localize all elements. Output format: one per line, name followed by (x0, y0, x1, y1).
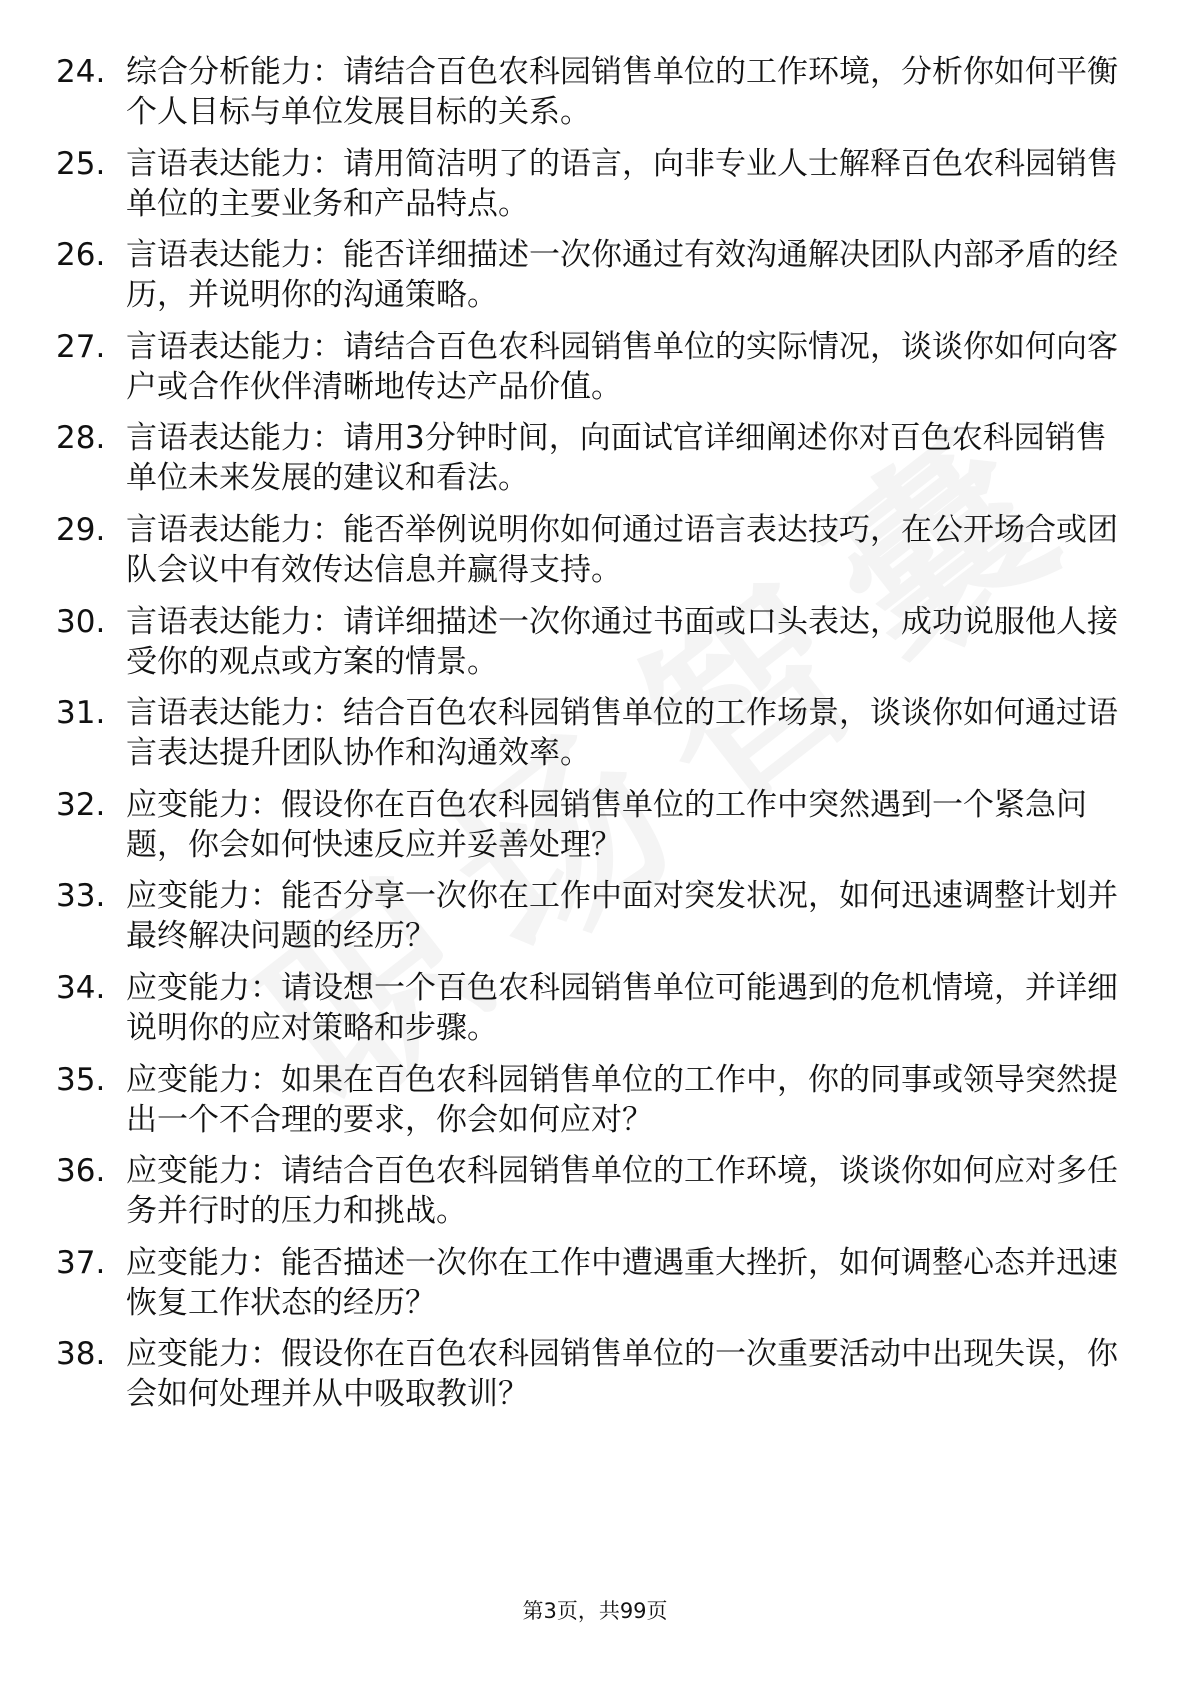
question-number: 37. (56, 1244, 106, 1281)
question-text: 应变能力：如果在百色农科园销售单位的工作中，你的同事或领导突然提出一个不合理的要求，你会如何应对？ (126, 1061, 1118, 1138)
question-item (0, 693, 1190, 785)
question-item (0, 1243, 1190, 1335)
question-item (0, 235, 1190, 327)
question-number: 32. (56, 786, 106, 823)
question-text: 应变能力：能否描述一次你在工作中遭遇重大挫折，如何调整心态并迅速恢复工作状态的经历？ (126, 1244, 1118, 1321)
question-number: 31. (56, 695, 106, 732)
question-text: 言语表达能力：请结合百色农科园销售单位的实际情况，谈谈你如何向客户或合作伙伴清晰地传达产品价值。 (126, 328, 1118, 405)
question-number: 24. (56, 54, 106, 90)
question-text: 应变能力：假设你在百色农科园销售单位的工作中突然遇到一个紧急问题，你会如何快速反应并妥善处理？ (126, 786, 1087, 863)
question-item (0, 785, 1190, 877)
question-text: 言语表达能力：请详细描述一次你通过书面或口头表达，成功说服他人接受你的观点或方案的情景。 (126, 603, 1118, 680)
question-number: 28. (56, 420, 106, 457)
question-item (0, 968, 1190, 1060)
question-number: 26. (56, 237, 106, 274)
question-item (0, 418, 1190, 510)
question-text: 言语表达能力：请用3分钟时间，向面试官详细阐述你对百色农科园销售单位未来发展的建议和看法。 (126, 420, 1107, 497)
question-list (0, 52, 1190, 1426)
question-number: 36. (56, 1153, 106, 1190)
question-item (0, 52, 1190, 144)
question-number: 27. (56, 328, 106, 365)
question-item (0, 602, 1190, 694)
question-number: 25. (56, 145, 106, 182)
question-number: 38. (56, 1336, 106, 1373)
question-text: 综合分析能力：请结合百色农科园销售单位的工作环境，分析你如何平衡个人目标与单位发展目标的关系。 (126, 54, 1118, 130)
question-item (0, 510, 1190, 602)
page-footer: 第3页，共99页 (522, 1599, 668, 1623)
question-number: 35. (56, 1061, 106, 1098)
question-item (0, 1060, 1190, 1152)
question-text: 应变能力：请设想一个百色农科园销售单位可能遇到的危机情境，并详细说明你的应对策略和步骤。 (126, 969, 1118, 1046)
question-item (0, 1334, 1190, 1426)
question-text: 言语表达能力：能否举例说明你如何通过语言表达技巧，在公开场合或团队会议中有效传达信息并赢得支持。 (126, 511, 1118, 588)
question-number: 34. (56, 969, 106, 1006)
question-number: 30. (56, 603, 106, 640)
question-text: 应变能力：能否分享一次你在工作中面对突发状况，如何迅速调整计划并最终解决问题的经历？ (126, 878, 1118, 955)
question-text: 应变能力：请结合百色农科园销售单位的工作环境，谈谈你如何应对多任务并行时的压力和挑战。 (126, 1153, 1118, 1230)
question-text: 应变能力：假设你在百色农科园销售单位的一次重要活动中出现失误，你会如何处理并从中吸取教训？ (126, 1336, 1118, 1413)
question-text: 言语表达能力：能否详细描述一次你通过有效沟通解决团队内部矛盾的经历，并说明你的沟通策略。 (126, 237, 1118, 314)
question-item (0, 144, 1190, 236)
question-item (0, 327, 1190, 419)
question-item (0, 1151, 1190, 1243)
question-item (0, 876, 1190, 968)
question-number: 33. (56, 878, 106, 915)
question-text: 言语表达能力：结合百色农科园销售单位的工作场景，谈谈你如何通过语言表达提升团队协作和沟通效率。 (126, 695, 1118, 772)
question-text: 言语表达能力：请用简洁明了的语言，向非专业人士解释百色农科园销售单位的主要业务和产品特点。 (126, 145, 1118, 222)
question-number: 29. (56, 511, 106, 548)
